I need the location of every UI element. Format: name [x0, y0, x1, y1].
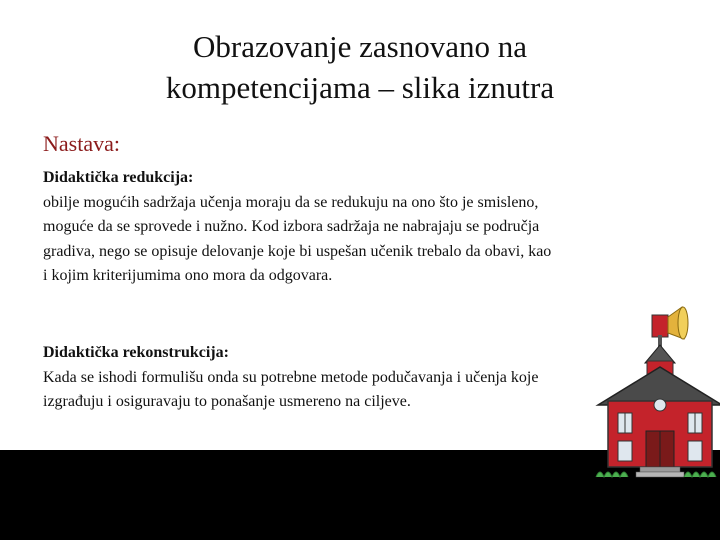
title-line-2: kompetencijama – slika iznutra	[165, 70, 555, 105]
bell-icon	[652, 307, 688, 349]
title-line-1: Obrazovanje zasnovano na	[193, 29, 527, 64]
text-line: izgrađuju i osiguravaju to ponašanje usmereno na ciljeve.	[43, 393, 411, 410]
didactic-reduction-block	[43, 166, 683, 289]
slide-title	[60, 26, 660, 108]
text-line: moguće da se sprovede i nužno. Kod izbora sadržaja ne nabrajaju se područja	[43, 218, 540, 235]
text-line: gradiva, nego se opisuje delovanje koje bi uspešan učenik trebalo da obavi, kao	[43, 242, 552, 260]
schoolhouse-bell-icon	[590, 305, 720, 480]
block-subheading: Didaktička rekonstrukcija:	[43, 344, 229, 361]
section-heading: Nastava:	[43, 131, 120, 156]
didactic-reconstruction-block	[43, 341, 683, 415]
text-line: obilje mogućih sadržaja učenja moraju da se redukuju na ono što je smisleno,	[43, 193, 539, 211]
block-subheading: Didaktička redukcija:	[43, 169, 194, 186]
text-line: i kojim kriterijumima ono mora da odgovara.	[43, 267, 333, 284]
text-line: Kada se ishodi formulišu onda su potrebne metode podučavanja i učenja koje	[43, 368, 539, 386]
